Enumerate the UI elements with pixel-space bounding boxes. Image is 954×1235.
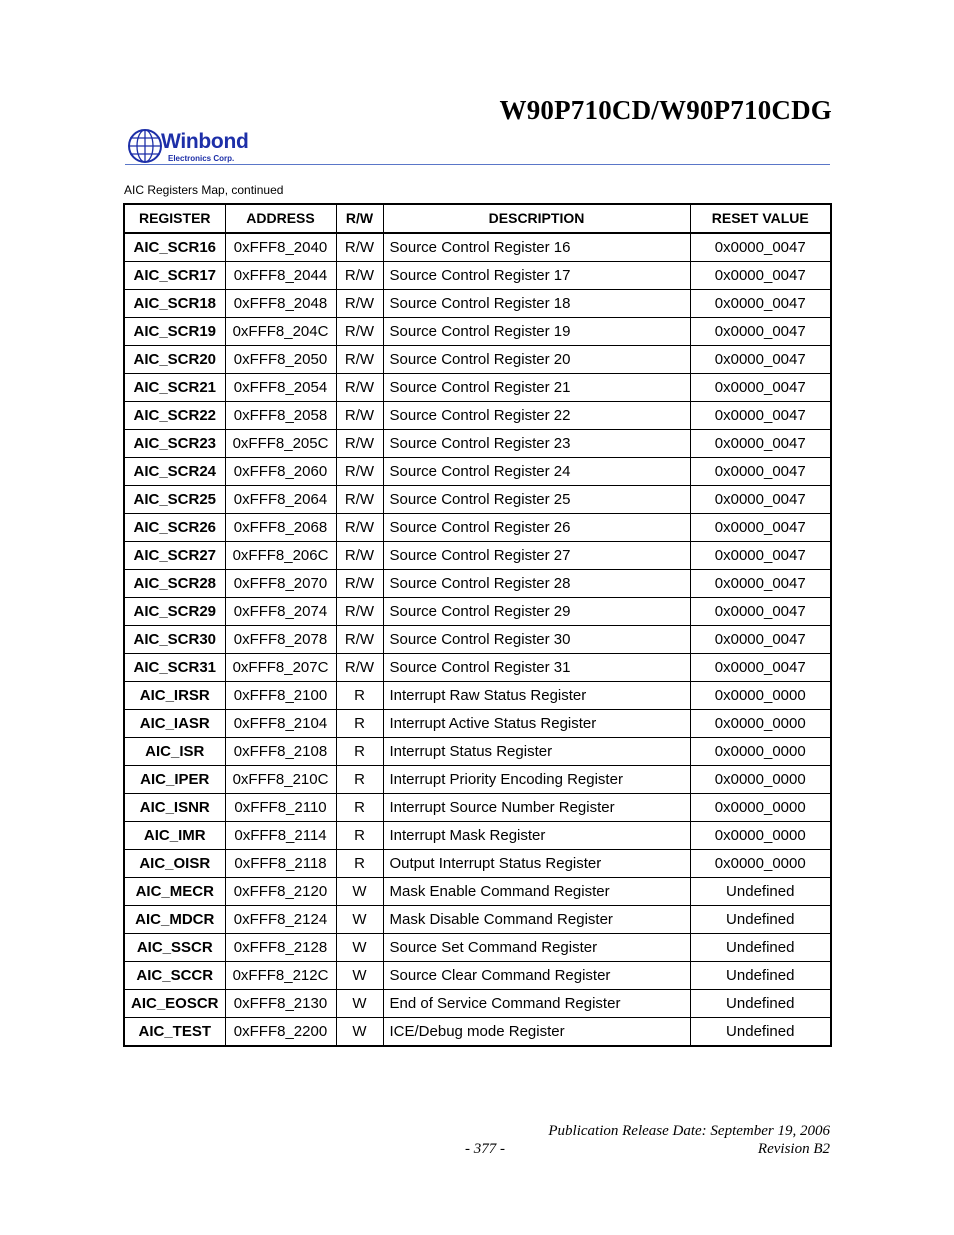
register-cell: AIC_SCR27 — [124, 542, 225, 570]
register-cell: AIC_EOSCR — [124, 990, 225, 1018]
column-header-address: ADDRESS — [225, 204, 336, 233]
address-cell: 0xFFF8_2200 — [225, 1018, 336, 1047]
address-cell: 0xFFF8_2114 — [225, 822, 336, 850]
access-cell: R/W — [336, 430, 383, 458]
register-cell: AIC_SCR18 — [124, 290, 225, 318]
address-cell: 0xFFF8_2108 — [225, 738, 336, 766]
brand-subtitle: Electronics Corp. — [168, 154, 235, 163]
description-cell: Source Control Register 16 — [383, 233, 690, 262]
reset-value-cell: 0x0000_0047 — [690, 346, 831, 374]
register-cell: AIC_SCR28 — [124, 570, 225, 598]
reset-value-cell: 0x0000_0047 — [690, 430, 831, 458]
register-cell: AIC_SCR29 — [124, 598, 225, 626]
table-row — [124, 962, 831, 990]
register-cell: AIC_SCR30 — [124, 626, 225, 654]
description-cell: Source Set Command Register — [383, 934, 690, 962]
table-row — [124, 458, 831, 486]
address-cell: 0xFFF8_2124 — [225, 906, 336, 934]
access-cell: R — [336, 710, 383, 738]
address-cell: 0xFFF8_207C — [225, 654, 336, 682]
table-row — [124, 850, 831, 878]
address-cell: 0xFFF8_2068 — [225, 514, 336, 542]
description-cell: Source Control Register 19 — [383, 318, 690, 346]
table-row — [124, 346, 831, 374]
access-cell: R/W — [336, 570, 383, 598]
description-cell: Interrupt Raw Status Register — [383, 682, 690, 710]
access-cell: R — [336, 766, 383, 794]
reset-value-cell: 0x0000_0000 — [690, 682, 831, 710]
table-row — [124, 430, 831, 458]
register-cell: AIC_SCR31 — [124, 654, 225, 682]
register-cell: AIC_SSCR — [124, 934, 225, 962]
brand-name: Winbond — [161, 130, 249, 153]
register-cell: AIC_IRSR — [124, 682, 225, 710]
reset-value-cell: 0x0000_0047 — [690, 374, 831, 402]
reset-value-cell: 0x0000_0000 — [690, 710, 831, 738]
description-cell: Mask Enable Command Register — [383, 878, 690, 906]
reset-value-cell: 0x0000_0000 — [690, 738, 831, 766]
access-cell: W — [336, 878, 383, 906]
access-cell: R/W — [336, 542, 383, 570]
reset-value-cell: 0x0000_0047 — [690, 542, 831, 570]
table-row — [124, 598, 831, 626]
table-row — [124, 766, 831, 794]
footer-revision: Revision B2 — [757, 1141, 830, 1157]
description-cell: Source Control Register 23 — [383, 430, 690, 458]
reset-value-cell: 0x0000_0047 — [690, 233, 831, 262]
register-map-table — [123, 203, 832, 1047]
table-row — [124, 990, 831, 1018]
register-cell: AIC_TEST — [124, 1018, 225, 1047]
access-cell: R/W — [336, 626, 383, 654]
reset-value-cell: 0x0000_0000 — [690, 822, 831, 850]
access-cell: R/W — [336, 402, 383, 430]
access-cell: R/W — [336, 654, 383, 682]
address-cell: 0xFFF8_2064 — [225, 486, 336, 514]
description-cell: Source Control Register 18 — [383, 290, 690, 318]
address-cell: 0xFFF8_2074 — [225, 598, 336, 626]
register-cell: AIC_IMR — [124, 822, 225, 850]
description-cell: Interrupt Status Register — [383, 738, 690, 766]
access-cell: W — [336, 1018, 383, 1047]
access-cell: W — [336, 934, 383, 962]
description-cell: Interrupt Source Number Register — [383, 794, 690, 822]
table-row — [124, 626, 831, 654]
register-cell: AIC_SCR24 — [124, 458, 225, 486]
description-cell: Mask Disable Command Register — [383, 906, 690, 934]
table-row — [124, 486, 831, 514]
description-cell: ICE/Debug mode Register — [383, 1018, 690, 1047]
table-row — [124, 822, 831, 850]
table-row — [124, 682, 831, 710]
document-title: W90P710CD/W90P710CDG — [499, 95, 832, 125]
table-row — [124, 262, 831, 290]
access-cell: R — [336, 822, 383, 850]
access-cell: R — [336, 850, 383, 878]
table-row — [124, 374, 831, 402]
footer-release-date: Publication Release Date: September 19, 2006 — [548, 1123, 830, 1139]
table-row — [124, 878, 831, 906]
description-cell: Source Control Register 31 — [383, 654, 690, 682]
address-cell: 0xFFF8_2070 — [225, 570, 336, 598]
description-cell: Source Control Register 25 — [383, 486, 690, 514]
table-row — [124, 233, 831, 262]
description-cell: Source Clear Command Register — [383, 962, 690, 990]
table-row — [124, 514, 831, 542]
address-cell: 0xFFF8_2110 — [225, 794, 336, 822]
header-rule — [125, 164, 830, 165]
reset-value-cell: 0x0000_0047 — [690, 290, 831, 318]
address-cell: 0xFFF8_210C — [225, 766, 336, 794]
description-cell: Source Control Register 27 — [383, 542, 690, 570]
table-row — [124, 318, 831, 346]
access-cell: R/W — [336, 290, 383, 318]
reset-value-cell: 0x0000_0047 — [690, 570, 831, 598]
table-row — [124, 570, 831, 598]
table-row — [124, 654, 831, 682]
access-cell: R/W — [336, 374, 383, 402]
description-cell: Interrupt Mask Register — [383, 822, 690, 850]
access-cell: R/W — [336, 318, 383, 346]
reset-value-cell: 0x0000_0000 — [690, 794, 831, 822]
description-cell: Interrupt Priority Encoding Register — [383, 766, 690, 794]
column-header-rw: R/W — [336, 204, 383, 233]
register-cell: AIC_SCR25 — [124, 486, 225, 514]
reset-value-cell: 0x0000_0047 — [690, 626, 831, 654]
register-cell: AIC_ISNR — [124, 794, 225, 822]
register-cell: AIC_SCR26 — [124, 514, 225, 542]
address-cell: 0xFFF8_2058 — [225, 402, 336, 430]
description-cell: Source Control Register 29 — [383, 598, 690, 626]
description-cell: Output Interrupt Status Register — [383, 850, 690, 878]
access-cell: R — [336, 682, 383, 710]
address-cell: 0xFFF8_2048 — [225, 290, 336, 318]
register-cell: AIC_SCR21 — [124, 374, 225, 402]
table-row — [124, 906, 831, 934]
access-cell: R/W — [336, 346, 383, 374]
description-cell: Source Control Register 28 — [383, 570, 690, 598]
reset-value-cell: Undefined — [690, 878, 831, 906]
access-cell: R/W — [336, 598, 383, 626]
register-cell: AIC_SCR16 — [124, 233, 225, 262]
description-cell: Source Control Register 17 — [383, 262, 690, 290]
description-cell: Source Control Register 26 — [383, 514, 690, 542]
register-cell: AIC_SCR22 — [124, 402, 225, 430]
reset-value-cell: 0x0000_0047 — [690, 458, 831, 486]
table-header-row — [124, 204, 831, 233]
access-cell: R/W — [336, 486, 383, 514]
table-row — [124, 290, 831, 318]
description-cell: End of Service Command Register — [383, 990, 690, 1018]
table-row — [124, 710, 831, 738]
reset-value-cell: Undefined — [690, 1018, 831, 1047]
register-cell: AIC_SCCR — [124, 962, 225, 990]
access-cell: R/W — [336, 458, 383, 486]
register-cell: AIC_SCR23 — [124, 430, 225, 458]
description-cell: Source Control Register 24 — [383, 458, 690, 486]
address-cell: 0xFFF8_206C — [225, 542, 336, 570]
footer-page-number: - 377 - — [465, 1141, 505, 1157]
column-header-reset-value: RESET VALUE — [690, 204, 831, 233]
table-caption: AIC Registers Map, continued — [124, 183, 284, 197]
description-cell: Source Control Register 30 — [383, 626, 690, 654]
address-cell: 0xFFF8_2054 — [225, 374, 336, 402]
address-cell: 0xFFF8_2040 — [225, 233, 336, 262]
address-cell: 0xFFF8_2060 — [225, 458, 336, 486]
reset-value-cell: 0x0000_0047 — [690, 654, 831, 682]
table-row — [124, 1018, 831, 1047]
address-cell: 0xFFF8_212C — [225, 962, 336, 990]
table-row — [124, 738, 831, 766]
table-row — [124, 934, 831, 962]
access-cell: R/W — [336, 262, 383, 290]
register-cell: AIC_ISR — [124, 738, 225, 766]
column-header-description: DESCRIPTION — [383, 204, 690, 233]
address-cell: 0xFFF8_2104 — [225, 710, 336, 738]
description-cell: Source Control Register 22 — [383, 402, 690, 430]
reset-value-cell: 0x0000_0000 — [690, 850, 831, 878]
description-cell: Source Control Register 21 — [383, 374, 690, 402]
access-cell: R/W — [336, 514, 383, 542]
reset-value-cell: 0x0000_0047 — [690, 318, 831, 346]
reset-value-cell: Undefined — [690, 962, 831, 990]
access-cell: R/W — [336, 233, 383, 262]
register-cell: AIC_SCR20 — [124, 346, 225, 374]
access-cell: R — [336, 738, 383, 766]
register-cell: AIC_SCR17 — [124, 262, 225, 290]
description-cell: Interrupt Active Status Register — [383, 710, 690, 738]
access-cell: W — [336, 962, 383, 990]
register-cell: AIC_MECR — [124, 878, 225, 906]
address-cell: 0xFFF8_2130 — [225, 990, 336, 1018]
reset-value-cell: Undefined — [690, 906, 831, 934]
register-cell: AIC_OISR — [124, 850, 225, 878]
table-row — [124, 794, 831, 822]
table-row — [124, 542, 831, 570]
reset-value-cell: 0x0000_0047 — [690, 262, 831, 290]
table-body — [124, 233, 831, 1046]
reset-value-cell: 0x0000_0047 — [690, 402, 831, 430]
reset-value-cell: 0x0000_0047 — [690, 486, 831, 514]
address-cell: 0xFFF8_2128 — [225, 934, 336, 962]
address-cell: 0xFFF8_2044 — [225, 262, 336, 290]
column-header-register: REGISTER — [124, 204, 225, 233]
address-cell: 0xFFF8_2120 — [225, 878, 336, 906]
register-cell: AIC_IPER — [124, 766, 225, 794]
address-cell: 0xFFF8_2118 — [225, 850, 336, 878]
reset-value-cell: 0x0000_0047 — [690, 598, 831, 626]
table-row — [124, 402, 831, 430]
register-cell: AIC_IASR — [124, 710, 225, 738]
reset-value-cell: 0x0000_0047 — [690, 514, 831, 542]
address-cell: 0xFFF8_2050 — [225, 346, 336, 374]
address-cell: 0xFFF8_205C — [225, 430, 336, 458]
reset-value-cell: Undefined — [690, 934, 831, 962]
address-cell: 0xFFF8_204C — [225, 318, 336, 346]
address-cell: 0xFFF8_2078 — [225, 626, 336, 654]
reset-value-cell: 0x0000_0000 — [690, 766, 831, 794]
access-cell: W — [336, 990, 383, 1018]
register-cell: AIC_SCR19 — [124, 318, 225, 346]
access-cell: W — [336, 906, 383, 934]
reset-value-cell: Undefined — [690, 990, 831, 1018]
access-cell: R — [336, 794, 383, 822]
address-cell: 0xFFF8_2100 — [225, 682, 336, 710]
register-cell: AIC_MDCR — [124, 906, 225, 934]
description-cell: Source Control Register 20 — [383, 346, 690, 374]
